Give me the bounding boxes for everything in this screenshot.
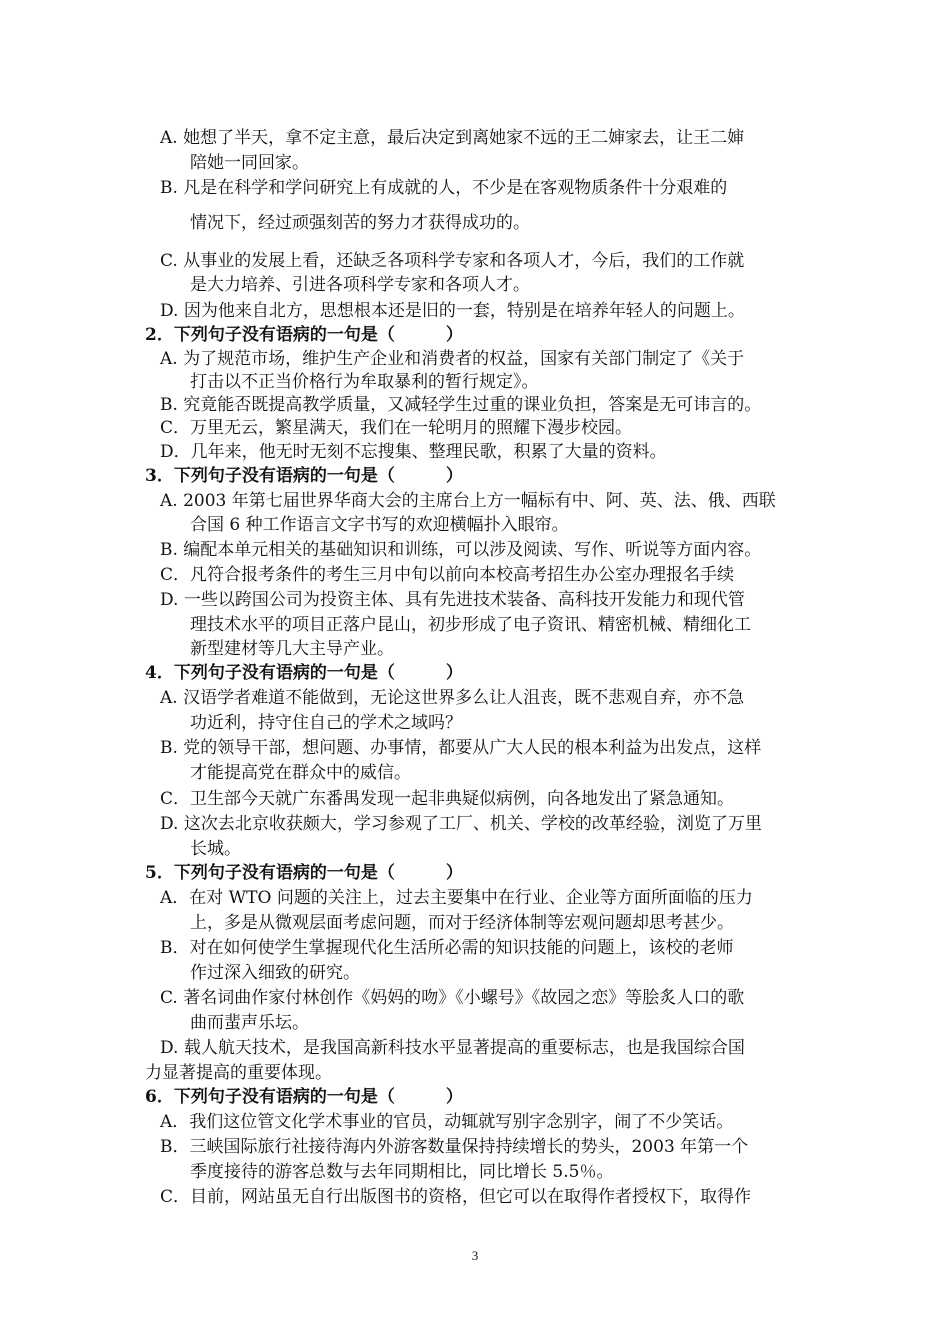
q2-option-a: A. 为了规范市场，维护生产企业和消费者的权益，国家有关部门制定了《关于 — [160, 349, 745, 369]
q1-option-a: A. 她想了半天，拿不定主意，最后决定到离她家不远的王二婶家去，让王二婶 — [160, 128, 745, 148]
q1-option-a-cont: 陪她一同回家。 — [190, 153, 309, 173]
question-3-stem: 3．下列句子没有语病的一句是（ ） — [145, 466, 463, 486]
q1-option-b: B. 凡是在科学和学问研究上有成就的人，不少是在客观物质条件十分艰难的 — [160, 178, 728, 198]
q3-option-a: A. 2003 年第七届世界华商大会的主席台上方一幅标有中、阿、英、法、俄、西联 — [160, 491, 776, 511]
q2-option-a-cont: 打击以不正当价格行为牟取暴利的暂行规定》。 — [190, 372, 539, 392]
q3-option-d: D. 一些以跨国公司为投资主体、具有先进技术装备、高科技开发能力和现代管 — [160, 590, 745, 610]
q1-option-c: C. 从事业的发展上看，还缺乏各项科学专家和各项人才，今后，我们的工作就 — [160, 251, 745, 271]
q1-option-b-cont: 情况下，经过顽强刻苦的努力才获得成功的。 — [190, 213, 530, 233]
q2-option-c: C．万里无云，繁星满天，我们在一轮明月的照耀下漫步校园。 — [160, 418, 633, 438]
q4-option-d-cont: 长城。 — [190, 839, 241, 859]
q5-option-d-cont: 力显著提高的重要体现。 — [145, 1063, 332, 1083]
q5-option-c-cont: 曲而蜚声乐坛。 — [190, 1013, 309, 1033]
q5-option-b-cont: 作过深入细致的研究。 — [190, 963, 360, 983]
page-number: 3 — [471, 1248, 479, 1263]
q3-option-d-cont-2: 新型建材等几大主导产业。 — [190, 639, 394, 659]
question-2-stem: 2．下列句子没有语病的一句是（ ） — [145, 325, 463, 345]
q3-option-c: C．凡符合报考条件的考生三月中旬以前向本校高考招生办公室办理报名手续 — [160, 565, 735, 585]
q6-option-a: A．我们这位管文化学术事业的官员，动辄就写别字念别字，闹了不少笑话。 — [160, 1112, 734, 1132]
question-5-stem: 5．下列句子没有语病的一句是（ ） — [145, 863, 463, 883]
q4-option-a-cont: 功近利，持守住自己的学术之域吗？ — [190, 713, 462, 733]
q4-option-a: A. 汉语学者难道不能做到，无论这世界多么让人沮丧，既不悲观自弃，亦不急 — [160, 688, 745, 708]
q5-option-d: D. 载人航天技术，是我国高新科技水平显著提高的重要标志，也是我国综合国 — [160, 1038, 745, 1058]
q4-option-d: D. 这次去北京收获颇大，学习参观了工厂、机关、学校的改革经验，浏览了万里 — [160, 814, 762, 834]
question-4-stem: 4．下列句子没有语病的一句是（ ） — [145, 663, 463, 683]
q3-option-d-cont-1: 理技术水平的项目正落户昆山，初步形成了电子资讯、精密机械、精细化工 — [190, 615, 751, 635]
q6-option-b-cont: 季度接待的游客总数与去年同期相比，同比增长 5.5％。 — [190, 1162, 614, 1182]
q3-option-a-cont: 合国 6 种工作语言文字书写的欢迎横幅扑入眼帘。 — [190, 515, 569, 535]
q6-option-b: B．三峡国际旅行社接待海内外游客数量保持持续增长的势头，2003 年第一个 — [160, 1137, 749, 1157]
q5-option-c: C. 著名词曲作家付林创作《妈妈的吻》《小螺号》《故园之恋》等脍炙人口的歌 — [160, 988, 745, 1008]
q2-option-d: D．几年来，他无时无刻不忘搜集、整理民歌，积累了大量的资料。 — [160, 442, 667, 462]
q5-option-b: B．对在如何使学生掌握现代化生活所必需的知识技能的问题上，该校的老师 — [160, 938, 734, 958]
q4-option-b-cont: 才能提高党在群众中的威信。 — [190, 763, 411, 783]
q2-option-b: B. 究竟能否既提高教学质量，又减轻学生过重的课业负担，答案是无可讳言的。 — [160, 395, 762, 415]
q3-option-b: B. 编配本单元相关的基础知识和训练，可以涉及阅读、写作、听说等方面内容。 — [160, 540, 762, 560]
q4-option-c: C．卫生部今天就广东番禺发现一起非典疑似病例，向各地发出了紧急通知。 — [160, 789, 735, 809]
q6-option-c: C．目前，网站虽无自行出版图书的资格，但它可以在取得作者授权下，取得作 — [160, 1187, 752, 1207]
q5-option-a-cont: 上，多是从微观层面考虑问题，而对于经济体制等宏观问题却思考甚少。 — [190, 913, 734, 933]
question-6-stem: 6．下列句子没有语病的一句是（ ） — [145, 1087, 463, 1107]
q4-option-b: B. 党的领导干部，想问题、办事情，都要从广大人民的根本利益为出发点，这样 — [160, 738, 762, 758]
q5-option-a: A．在对 WTO 问题的关注上，过去主要集中在行业、企业等方面所面临的压力 — [160, 888, 753, 908]
q1-option-d: D. 因为他来自北方，思想根本还是旧的一套，特别是在培养年轻人的问题上。 — [160, 301, 745, 321]
q1-option-c-cont: 是大力培养、引进各项科学专家和各项人才。 — [190, 275, 530, 295]
